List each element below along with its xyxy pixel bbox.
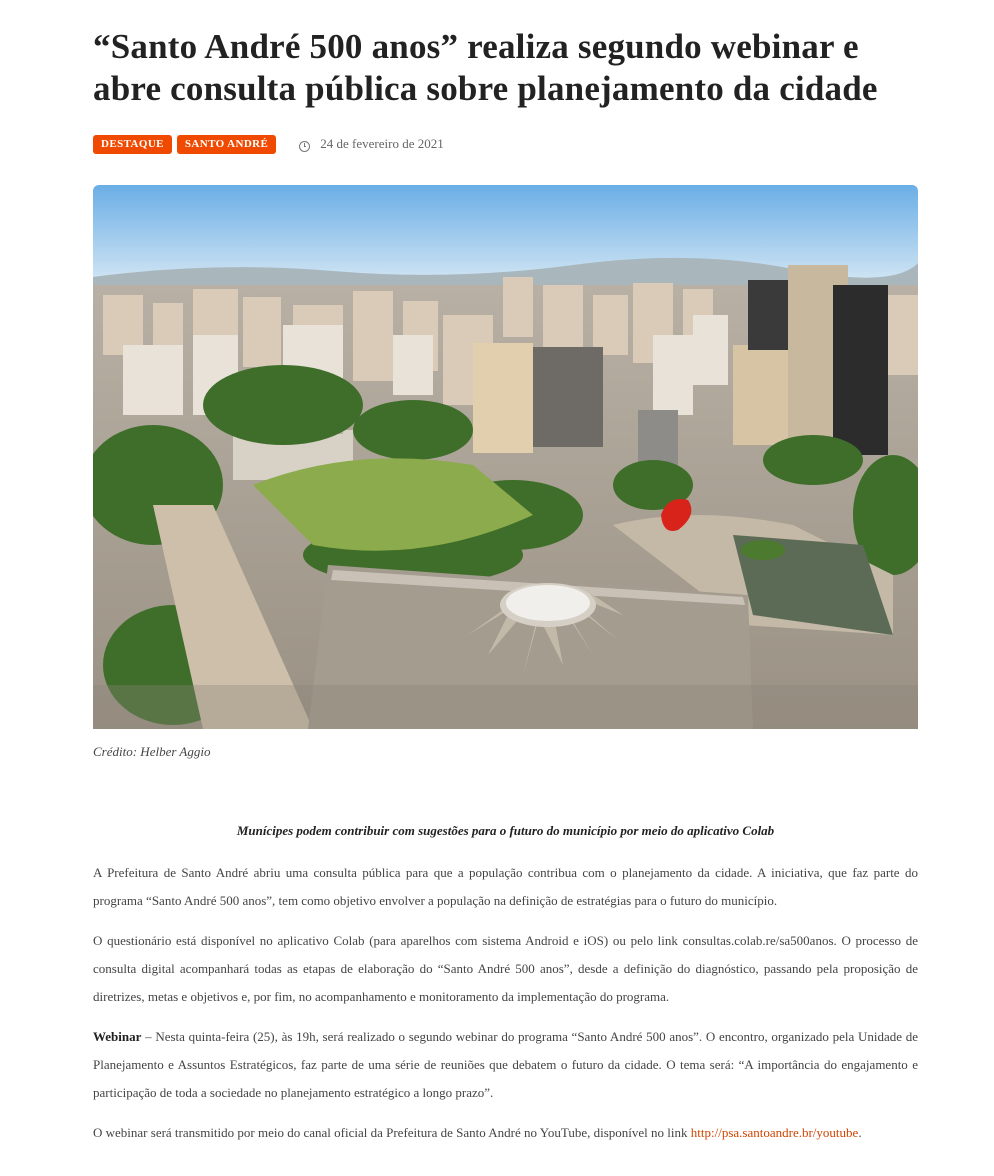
tag-santo-andre[interactable]: SANTO ANDRÉ bbox=[177, 135, 276, 154]
article-meta bbox=[93, 134, 444, 154]
clock-icon bbox=[299, 141, 310, 152]
youtube-end: . bbox=[858, 1125, 862, 1140]
article-lead: Munícipes podem contribuir com sugestões para o futuro do município por meio do aplicativo Colab bbox=[236, 823, 775, 838]
webinar-text: – Nesta quinta-feira (25), às 19h, será realizado o segundo webinar do programa “Santo André 500 anos”. O encontro, organizado pela Unidade de Planejamento e Assuntos Estratégicos, faz parte de uma série de reuniões que debatem o futuro da cidade. O tema será: “A importância do engajamento e participação de toda a sociedade no planejamento estratégico a longo prazo”. bbox=[93, 1029, 918, 1100]
paragraph-2: O questionário está disponível no aplicativo Colab (para aparelhos com sistema Android e iOS) ou pelo link consultas.colab.re/sa500anos. O processo de consulta digital acompanhará todas as etapas de elaboração do “Santo André 500 anos”, desde a definição do diagnóstico, passando pela proposição de diretrizes, metas e objetivos e, por fim, no acompanhamento e monitoramento da implementação do programa. bbox=[93, 933, 918, 1004]
youtube-text: O webinar será transmitido por meio do canal oficial da Prefeitura de Santo André no YouTube, disponível no link bbox=[93, 1125, 691, 1140]
image-credit: Crédito: Helber Aggio bbox=[93, 744, 211, 759]
article-title: “Santo André 500 anos” realiza segundo webinar e abre consulta pública sobre planejamento da cidade bbox=[93, 27, 878, 108]
publish-date-text: 24 de fevereiro de 2021 bbox=[320, 136, 444, 151]
tag-destaque[interactable]: DESTAQUE bbox=[93, 135, 172, 154]
article-photo bbox=[93, 185, 918, 729]
paragraph-webinar bbox=[93, 1023, 918, 1107]
publish-date bbox=[299, 136, 443, 152]
webinar-label: Webinar bbox=[93, 1029, 142, 1044]
aerial-city-photo bbox=[93, 185, 918, 729]
paragraph-youtube bbox=[93, 1119, 918, 1147]
youtube-link[interactable]: http://psa.santoandre.br/youtube bbox=[690, 1125, 859, 1140]
paragraph-1: A Prefeitura de Santo André abriu uma consulta pública para que a população contribua com o planejamento da cidade. A iniciativa, que faz parte do programa “Santo André 500 anos”, tem como objetivo envolver a população na definição de estratégias para o futuro do município. bbox=[93, 865, 918, 908]
